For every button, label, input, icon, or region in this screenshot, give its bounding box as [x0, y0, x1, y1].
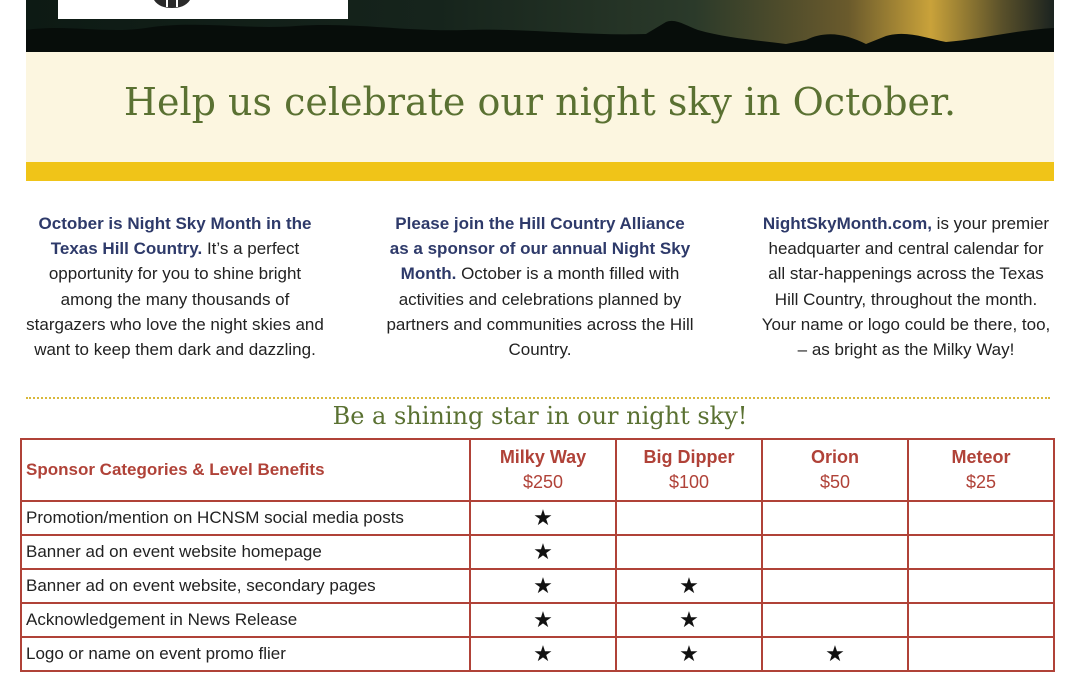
level-price: $100: [668, 472, 710, 492]
intro-column-body: It’s a perfect opportunity for you to shine bright among the many thousands of stargazers who love the night skies and want to keep them dark and dazzling.: [26, 239, 324, 360]
star-icon: ★: [616, 603, 762, 637]
intro-column-body: October is a month filled with activities and celebrations planned by partners and communities across the Hill Country.: [386, 264, 694, 360]
intro-column-sponsor-invite: [384, 211, 696, 362]
intro-column-highlight: Please join the Hill Country Alliance as a sponsor of our annual Night Sky Month.: [389, 214, 691, 284]
website-link[interactable]: NightSkyMonth.com,: [762, 214, 932, 233]
empty-cell: [908, 535, 1054, 569]
star-icon: ★: [470, 569, 616, 603]
star-icon: ★: [470, 535, 616, 569]
table-row: [21, 637, 1054, 671]
intro-column-highlight: October is Night Sky Month in the Texas Hill Country.: [38, 214, 312, 259]
dotted-divider: [26, 397, 1050, 399]
table-body: [21, 501, 1054, 671]
category-column-header: Sponsor Categories & Level Benefits: [21, 439, 470, 501]
empty-cell: [908, 569, 1054, 603]
level-price: $250: [522, 472, 564, 492]
intro-column-website: [758, 211, 1054, 362]
level-name: Meteor: [951, 447, 1011, 467]
level-price: $25: [965, 472, 997, 492]
sponsor-levels-table: [20, 438, 1055, 672]
level-header-big-dipper: [616, 439, 762, 501]
level-header-milky-way: [470, 439, 616, 501]
level-header-meteor: [908, 439, 1054, 501]
empty-cell: [762, 535, 908, 569]
section-subheading: Be a shining star in our night sky!: [332, 402, 748, 430]
level-name: Orion: [811, 447, 859, 467]
table-row: [21, 569, 1054, 603]
benefit-label: Banner ad on event website, secondary pages: [21, 569, 470, 603]
benefit-label: Banner ad on event website homepage: [21, 535, 470, 569]
empty-cell: [908, 501, 1054, 535]
level-header-orion: [762, 439, 908, 501]
level-price: $50: [819, 472, 851, 492]
intro-column-body: is your premier headquarter and central calendar for all star-happenings across the Texas Hill Country, throughout the month. Your name or logo could be there, too, – as bright as the Milky Way!: [761, 214, 1051, 360]
logo-icon: [148, 0, 196, 8]
star-icon: ★: [616, 569, 762, 603]
headline-banner: [26, 52, 1054, 162]
table-row: [21, 535, 1054, 569]
table-row: [21, 501, 1054, 535]
star-icon: ★: [470, 637, 616, 671]
empty-cell: [762, 603, 908, 637]
empty-cell: [762, 569, 908, 603]
star-icon: ★: [762, 637, 908, 671]
page-headline: Help us celebrate our night sky in October.: [123, 80, 957, 124]
intro-column-night-sky-month: [22, 211, 328, 362]
benefit-label: Logo or name on event promo flier: [21, 637, 470, 671]
empty-cell: [616, 501, 762, 535]
table-header-row: [21, 439, 1054, 501]
empty-cell: [908, 637, 1054, 671]
empty-cell: [908, 603, 1054, 637]
benefit-label: Promotion/mention on HCNSM social media posts: [21, 501, 470, 535]
gold-divider-bar: [26, 162, 1054, 181]
star-icon: ★: [470, 501, 616, 535]
logo-panel: [58, 0, 348, 19]
benefit-label: Acknowledgement in News Release: [21, 603, 470, 637]
star-icon: ★: [470, 603, 616, 637]
empty-cell: [616, 535, 762, 569]
table-row: [21, 603, 1054, 637]
level-name: Milky Way: [499, 447, 587, 467]
level-name: Big Dipper: [643, 447, 735, 467]
empty-cell: [762, 501, 908, 535]
star-icon: ★: [616, 637, 762, 671]
